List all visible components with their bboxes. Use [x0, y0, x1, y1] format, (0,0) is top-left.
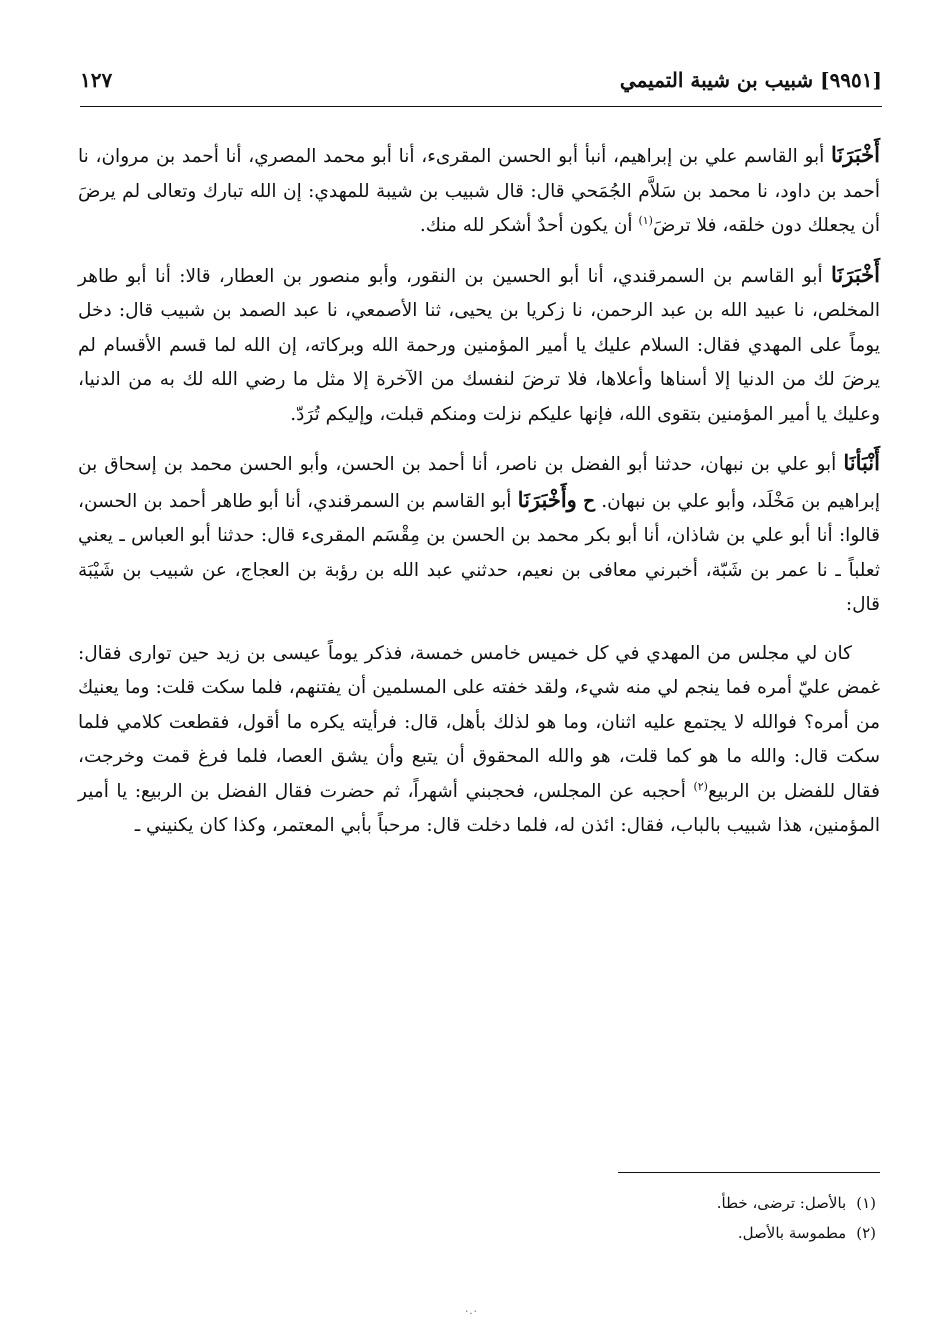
header-title: [٩٩٥١] شبيب بن شيبة التميمي	[619, 68, 882, 92]
isnad-switch-symbol: ح	[583, 490, 596, 512]
text-run: أبو علي بن نبهان، حدثنا أبو الفضل بن ناصر، أنا أحمد بن الحسن، وأبو الحسن محمد بن إسحاق بن إبراهيم بن مَخْلَد، وأبو علي بن نبهان.	[78, 454, 880, 512]
footnote-2-number: (٢)	[856, 1224, 876, 1242]
running-header	[80, 62, 882, 102]
page-number: ١٢٧	[80, 68, 113, 92]
footnote-1-number: (١)	[856, 1194, 876, 1212]
text-run: أبو القاسم بن السمرقندي، أنا أبو طاهر أحمد بن الحسن، قالوا: أنا أبو علي بن شاذان، أنا أبو بكر محمد بن الحسن بن مِقْسَم المقرىء قال: حدثنا أبو العباس ـ يعني ثعلباً ـ نا عمر بن شَبّة، أخبرني معافى بن نعيم، حدثني عبد الله بن رؤبة بن العجاج، عن شبيب بن شَيْبَة قال:	[78, 490, 880, 615]
paragraph-3	[78, 446, 880, 623]
footnote-rule	[618, 1172, 880, 1173]
footnote-1	[78, 1188, 876, 1218]
bottom-ornament: ٠.٠	[464, 1306, 478, 1317]
paragraph-lead-word: أَنْبَأنَا	[843, 450, 880, 475]
footnote-1-text: بالأصل: ترضى، خطأ.	[716, 1194, 847, 1212]
text-run: كان لي مجلس من المهدي في كل خميس خامس خمسة، فذكر يوماً عيسى بن زيد حين توارى فقال: غمض عليّ أمره فما ينجم لي منه شيء، ولقد خفته على المسلمين أن يفتنهم، فلما سكت قلت: وما يعنيك من أمره؟ فوالله لا يجتمع عليه اثنان، وما هو لذلك بأهل، قال: فرأيته يكره ما أقول، فقطعت كلامي فلما سكت قال: والله ما هو كما قلت، هو والله المحقوق أن يتبع وأن يشق العصا، فلما فرغ قمت وخرجت، فقال للفضل بن الربيع	[78, 642, 880, 802]
paragraph-1	[78, 138, 880, 244]
text-run: أن يكون أحدٌ أشكر لله منك.	[419, 215, 639, 236]
paragraph-4	[78, 637, 880, 844]
paragraph-lead-word: أَخْبَرَنَا	[831, 261, 880, 287]
text-run: أحجبه عن المجلس، فحجبني أشهراً، ثم حضرت فقال الفضل بن الربيع: يا أمير المؤمنين، هذا شبيب بالباب، فقال: ائذن له، فلما دخلت قال: مرحباً بأبي المعتمر، وكذا كان يكنيني ـ	[78, 780, 880, 836]
footnote-marker: (٢)	[693, 779, 708, 793]
footnote-marker: (١)	[638, 213, 653, 227]
header-rule	[80, 106, 882, 107]
footnote-2	[78, 1218, 876, 1248]
footnotes	[78, 1188, 876, 1248]
inline-lead-word: وأَخْبَرَنَا	[517, 486, 577, 512]
paragraph-lead-word: أَخْبَرَنَا	[831, 142, 880, 167]
text-run: أبو القاسم علي بن إبراهيم، أنبأ أبو الحسن المقرىء، أنا أبو محمد المصري، أنا أحمد بن مروان، نا أحمد بن داود، نا محمد بن سَلاَّم الجُمَحي قال: قال شبيب بن شيبة للمهدي: إن الله تبارك وتعالى لم يرضَ أن يجعلك دون خلقه، فلا ترضَ	[78, 146, 880, 236]
body-text	[78, 138, 880, 858]
paragraph-2	[78, 258, 880, 433]
footnote-2-text: مطموسة بالأصل.	[737, 1224, 847, 1242]
text-run: أبو القاسم بن السمرقندي، أنا أبو الحسين بن النقور، وأبو منصور بن العطار، قالا: أنا أبو طاهر المخلص، نا عبيد الله بن عبد الرحمن، نا زكريا بن يحيى، ثنا الأصمعي، نا عبد الصمد بن شبيب قال: دخل يوماً على المهدي فقال: السلام عليك يا أمير المؤمنين ورحمة الله وبركاته، إن الله لما قسم الأقسام لم يرضَ لك من الدنيا إلا أسناها وأعلاها، فلا ترضَ لنفسك من الآخرة إلا مثل ما رضي الله لك به من الدنيا، وعليك يا أمير المؤمنين بتقوى الله، فإنها عليكم نزلت ومنكم قبلت، وإليكم تُرَدّ.	[78, 265, 880, 425]
